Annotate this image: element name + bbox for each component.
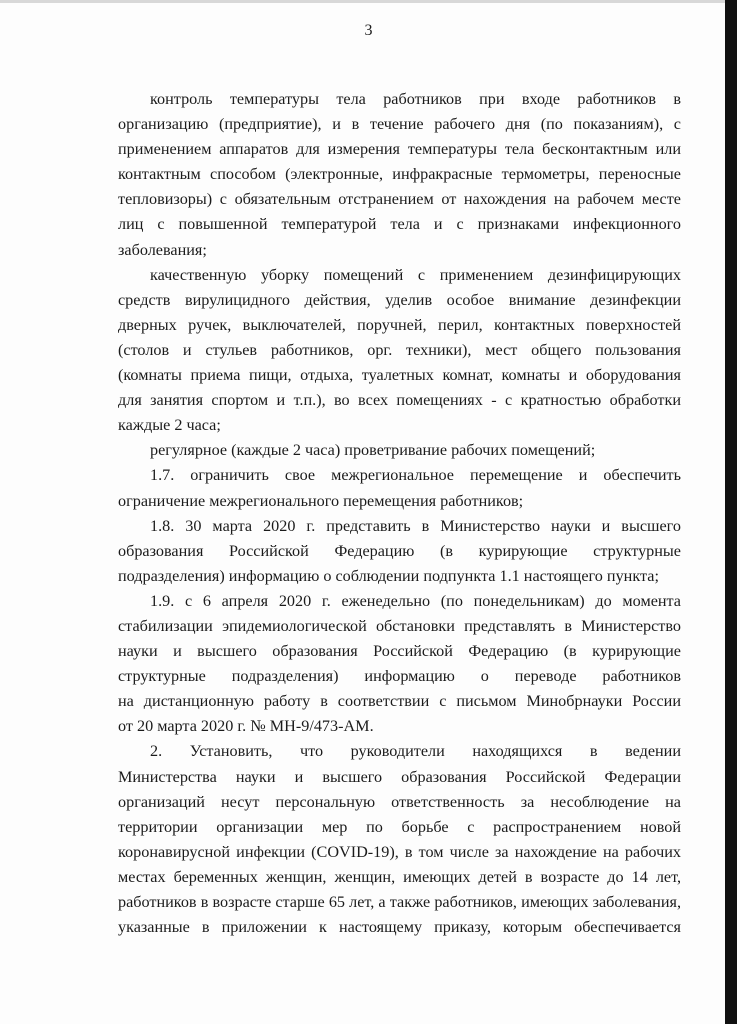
text-line: регулярное (каждые 2 часа) проветривание рабочих помещений;: [150, 441, 596, 460]
text-line: 2. Установить, что руководители находящихся в ведении: [150, 742, 681, 761]
text-line: местах беременных женщин, женщин, имеющих детей в возрасте до 14 лет,: [118, 867, 681, 886]
text-line: ограничение межрегионального перемещения работников;: [118, 491, 524, 510]
text-line: подразделения) информацию о соблюдении подпункта 1.1 настоящего пункта;: [118, 566, 659, 585]
text-line: организацию (предприятие), и в течение рабочего дня (по показаниям), с: [118, 115, 681, 134]
text-line: 1.7. ограничить свое межрегиональное перемещение и обеспечить: [150, 466, 681, 485]
text-line: контактным способом (электронные, инфракрасные термометры, переносные: [118, 165, 681, 184]
text-line: (столов и стульев работников, орг. техники), мест общего пользования: [118, 340, 681, 359]
text-line: стабилизации эпидемиологической обстановки представлять в Министерство: [118, 616, 681, 635]
text-line: работников в возрасте старше 65 лет, а также работников, имеющих заболевания,: [118, 893, 681, 911]
text-line: коронавирусной инфекции (COVID-19), в том числе за нахождение на рабочих: [118, 842, 681, 861]
text-line: образования Российской Федерацию (в курирующие структурные: [118, 541, 681, 560]
text-line: территории организации мер по борьбе с распространением новой: [118, 817, 681, 836]
text-line: контроль температуры тела работников при входе работников в: [150, 90, 681, 108]
text-line: качественную уборку помещений с применением дезинфицирующих: [150, 265, 681, 284]
text-line: средств вирулицидного действия, уделив особое внимание дезинфекции: [118, 290, 681, 309]
text-line: дверных ручек, выключателей, поручней, перил, контактных поверхностей: [118, 315, 681, 334]
text-line: каждые 2 часа;: [118, 416, 221, 435]
text-line: указанные в приложении к настоящему приказу, которым обеспечивается: [118, 918, 681, 937]
document-body: [118, 87, 681, 940]
text-line: тепловизоры) с обязательным отстранением от нахождения на рабочем месте: [118, 190, 681, 209]
scan-top-edge: [0, 0, 737, 3]
text-line: 1.9. с 6 апреля 2020 г. еженедельно (по понедельникам) до момента: [150, 591, 681, 610]
text-line: 1.8. 30 марта 2020 г. представить в Министерство науки и высшего: [150, 516, 681, 535]
text-line: для занятия спортом и т.п.), во всех помещениях - с кратностью обработки: [118, 391, 681, 410]
text-line: от 20 марта 2020 г. № МН-9/473-АМ.: [118, 717, 374, 736]
text-line: заболевания;: [118, 240, 207, 259]
page-number: 3: [364, 22, 373, 39]
text-line: структурные подразделения) информацию о переводе работников: [118, 667, 681, 686]
text-line: применением аппаратов для измерения температуры тела бесконтактным или: [118, 140, 681, 159]
text-line: организаций несут персональную ответственность за несоблюдение на: [118, 792, 681, 811]
text-line: науки и высшего образования Российской Федерацию (в курирующие: [118, 642, 681, 661]
text-line: на дистанционную работу в соответствии с письмом Минобрнауки России: [118, 692, 681, 711]
text-line: (комнаты приема пищи, отдыха, туалетных комнат, комнаты и оборудования: [118, 366, 681, 385]
scan-right-edge: [725, 0, 737, 1024]
text-line: лиц с повышенной температурой тела и с признаками инфекционного: [118, 215, 681, 234]
text-line: Министерства науки и высшего образования Российской Федерации: [118, 767, 681, 786]
